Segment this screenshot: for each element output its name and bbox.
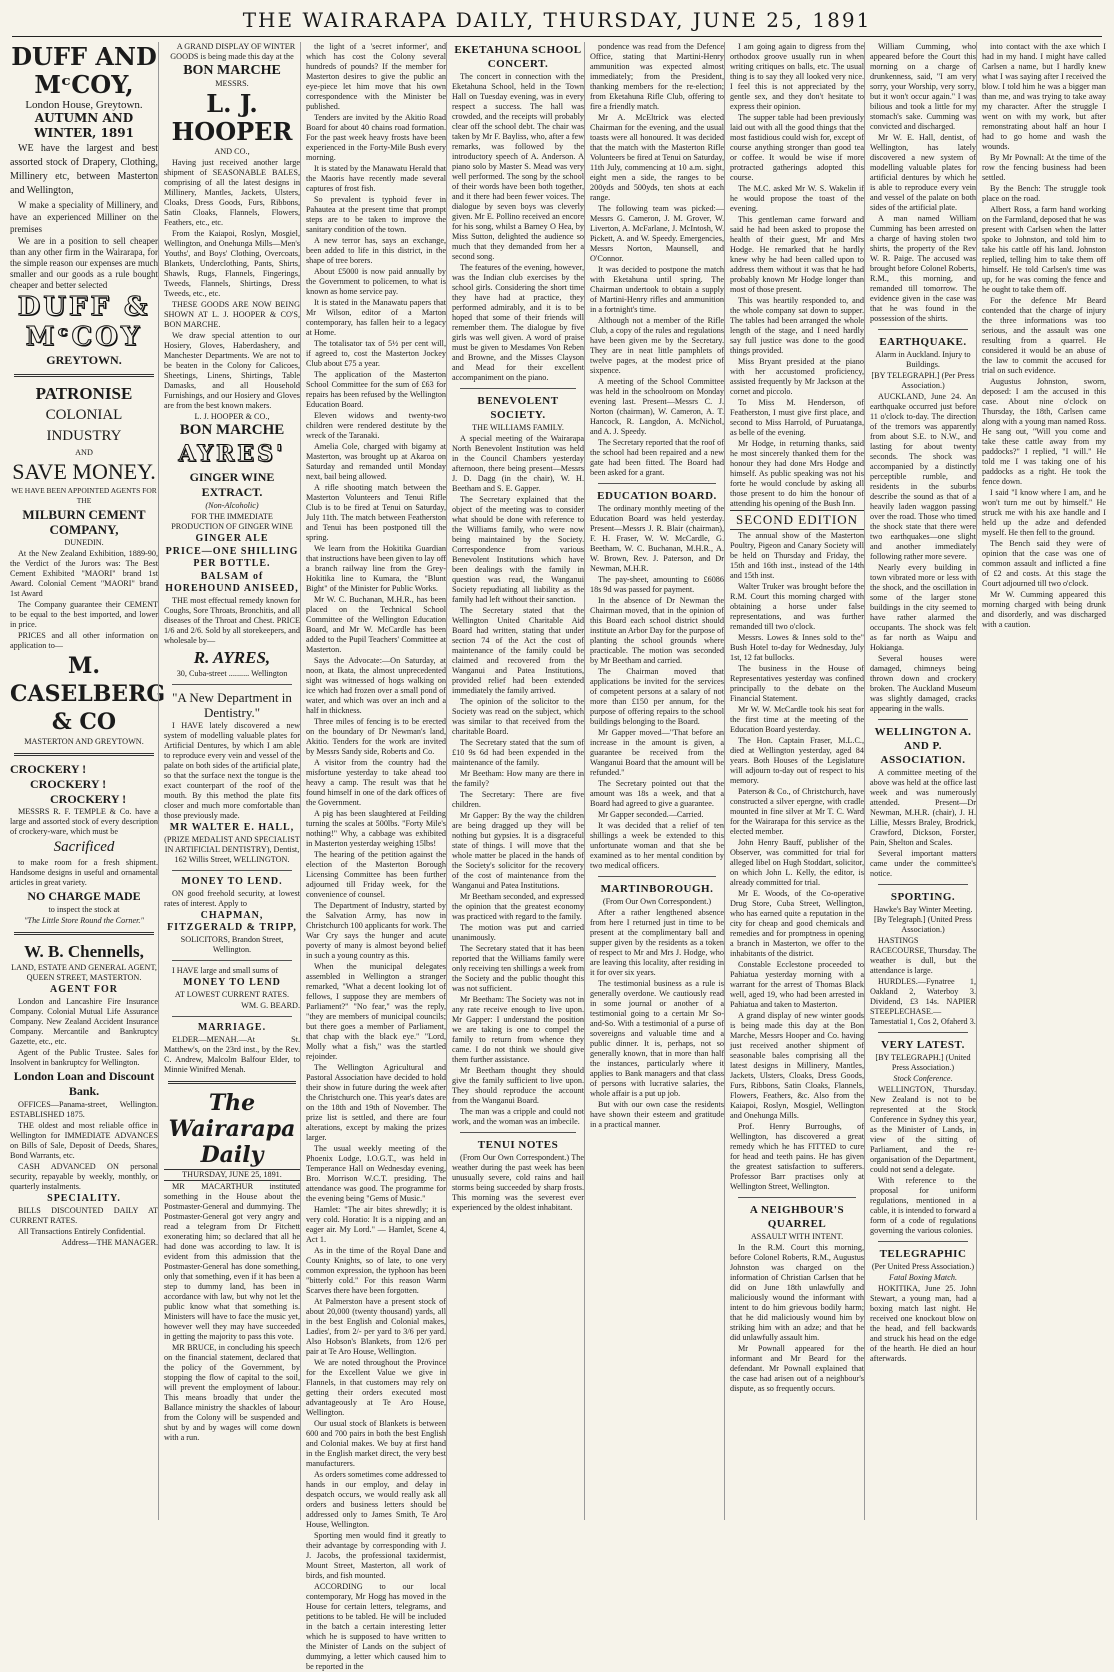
news-item: After a rather lengthened absence from here I returned just in time to be present at the complimentary ball and supper given by the residents as a token of respect to Mr and Mrs J. Hodge, who are leaving this locality, after residing in it for over six years. bbox=[590, 908, 724, 977]
agent-for: AGENT FOR bbox=[50, 984, 118, 995]
news-item: This gentleman came forward and said he had been asked to propose the health of their guest, Mr and Mrs Hodge. He remarked that he hardly knew why he had been called upon to address them without it was that he had probably known Mr Hodge longer than most of those present. bbox=[730, 215, 864, 294]
news-item: Mr Pownall appeared for the informant and Mr Beard for the defendant. Mr Pownall explained that the case had arisen out of a neighbour's dispute, as so frequently occurs. bbox=[730, 1344, 864, 1393]
paper-title: The Wairarapa Daily bbox=[168, 1090, 296, 1168]
news-item: A visitor from the country had the misfortune yesterday to take ahead too heavy a camp. The result was that he found himself in one of the dark offices of the Government. bbox=[306, 758, 446, 807]
news-item: HASTINGS RACECOURSE, Thursday. The weather is dull, but the attendance is large. bbox=[870, 936, 976, 975]
money-2-body: I HAVE large and small sums of bbox=[172, 966, 279, 975]
news-item: Mr Gapper: By the way the children are being dragged up they will be nothing but gypsies. It is a disgraceful state of things. I will move that the whole matter be placed in the hands of the Society's solicitor for the recovery of the cost of maintenance from the Wanganui and Patea Institutions. bbox=[452, 811, 584, 890]
tenui-heading: TENUI NOTES bbox=[477, 1139, 559, 1151]
r-ayres-title: R. AYRES, bbox=[193, 648, 271, 667]
news-item: It was decided that a relief of ten shillings a week be extended to this unfortunate woman and that she be examined as to her mental condition by two medical officers. bbox=[590, 821, 724, 870]
news-item: Mr Gapper seconded.—Carried. bbox=[598, 810, 704, 819]
duff-body-2: W make a speciality of Millinery, and have an experienced Milliner on the premises bbox=[10, 200, 158, 234]
news-item: The man was a cripple and could not work, and the woman was an imbecile. bbox=[452, 1107, 584, 1126]
little-store: "The Little Store Round the Corner." bbox=[24, 916, 144, 925]
news-item: Mr Beetham: How many are there in the family? bbox=[452, 769, 584, 788]
news-item: The ordinary monthly meeting of the Education Board was held yesterday. Present—Messrs J. R. Blair (chairman), F. H. Fraser, W. W. McCardle, G. Beetham, W. C. Buchanan, M.H.R., A. W. Brown, Rev. J. Paterson, and Dr Newman, M.H.R. bbox=[590, 504, 724, 573]
save-money-heading: SAVE MONEY. bbox=[12, 459, 156, 484]
news-item: Amelia Cole, charged with bigamy at Masterton, was brought up at Akaroa on Saturday and remanded until Monday next, bail being allowed. bbox=[306, 442, 446, 481]
news-item: into contact with the axe which I had in my hand. I might have called Carlsen a name, but I hardly knew what I was saying after I received the blow. I told him he was a bigger man than me, and was trying to take away my character. After the struggle I went on with my work, but after remonstrating about half an hour I had to go home and wash the wounds. bbox=[982, 42, 1106, 151]
news-item: Mr Beetham seconded, and expressed the opinion that the greatest economy was practiced with regard to the family. bbox=[452, 892, 584, 921]
patronise-heading: PATRONISE bbox=[35, 384, 133, 403]
news-item: Mr Gapper moved—"That before an increase in the amount is given, a guarantee be received from the Wanganui Board that the amount will be refunded." bbox=[590, 728, 724, 777]
news-item: The totalisator tax of 5½ per cent will, if agreed to, cost the Masterton Jockey Club about £75 a year. bbox=[306, 339, 446, 368]
hooper-body-3: THESE GOODS ARE NOW BEING SHOWN AT L. J. HOOPER & CO'S, BON MARCHE. bbox=[164, 300, 300, 329]
news-item: It is stated in the Manawatu papers that Mr Wilson, editor of a Marton contemporary, has fallen heir to a legacy at Home. bbox=[306, 298, 446, 337]
news-item: The opinion of the solicitor to the Society was read on the subject, which was similar to that received from the charitable Board. bbox=[452, 697, 584, 736]
divider bbox=[172, 870, 292, 871]
bank-body-2: THE oldest and most reliable office in Wellington for IMMEDIATE ADVANCES on Bills of Sale, Deposit of Deeds, Shares, Bond Warrants, etc. bbox=[10, 1121, 158, 1160]
milburn-location: DUNEDIN. bbox=[64, 538, 104, 547]
education-board-heading: EDUCATION BOARD. bbox=[597, 490, 717, 502]
dentistry-body: I HAVE lately discovered a new system of modelling valuable plates for Artificial Dentures, by which I am able to reproduce every vein and vessel of the palate on both sides of the artificial plate, so that the surface next the tongue is the exact counterpart of the roof of the mouth. By this method the plate fits closer and much more comfortable than those previously made. bbox=[164, 721, 300, 820]
leader-1: MR MACARTHUR instituted something in the House about the Postmaster-General and dummying. The Postmaster-General got very angry and read a telegram from Dr Fitchett exonerating him; so declared that all he had done was according to law. It is evident from this admission that the Postmaster-General has done something, only that something, even if it has been a step to dummy land, has been in accordance with law, but why not let the public know what that something is. Ministers will have to face the music yet, however well they may have succeeded in getting the majority to pass this vote. bbox=[164, 1182, 300, 1341]
news-item: A new terror has, says an exchange, been added to life in this district, in the shape of tree borers. bbox=[306, 236, 446, 265]
news-item: pondence was read from the Defence Office, stating that Martini-Henry ammunition was expected almost immediately; from the President, thanking members for the re-election; from Eketahuna Rifle Club, offering to fire a friendly match. bbox=[590, 42, 724, 111]
marriage-heading: MARRIAGE. bbox=[197, 1022, 267, 1033]
divider bbox=[168, 1081, 296, 1084]
divider bbox=[460, 1132, 576, 1133]
news-item: The Hon. Captain Fraser, M.L.C., died at Wellington yesterday, aged 84 years. Both Houses of the Legislature will adjourn to-day out of respect to his memory. bbox=[730, 736, 864, 785]
money-2-sub: AT LOWEST CURRENT RATES. bbox=[174, 990, 290, 999]
divider bbox=[878, 1241, 968, 1242]
news-item: HURDLES.—Fynatree 1, Oakland 2, Waterboy 3. Dividend, £3 14s. NAPIER STEEPLECHASE.—Tamestatial 1, Cos 2, Ofaherd 3. bbox=[870, 977, 976, 1026]
crockery-2: CROCKERY ! bbox=[30, 777, 107, 791]
ginger-title: GINGER WINE EXTRACT. bbox=[189, 470, 275, 499]
duff-season: AUTUMN AND WINTER, 1891 bbox=[34, 111, 134, 140]
news-item: It is stated by the Manawatu Herald that the Maoris have recently made several captures of frost fish. bbox=[306, 164, 446, 193]
hooper-signature: L. J. HOOPER & CO., bbox=[194, 412, 270, 421]
benevolent-subheading: THE WILLIAMS FAMILY. bbox=[472, 423, 564, 432]
news-item: We learn from the Hokitika Guardian that instructions have been given to lay off a branch railway line from the Grey-Hokitika line to Kumara, the "Blunt Bight" of the Minister for Public Works. bbox=[306, 544, 446, 593]
second-edition-heading: SECOND EDITION bbox=[730, 510, 864, 530]
stock-conference: Stock Conference. bbox=[893, 1074, 953, 1083]
column-8 bbox=[976, 42, 1106, 1520]
benevolent-heading: BENEVOLENT SOCIETY. bbox=[477, 395, 559, 421]
caselberg-title: M. CASELBERG & CO bbox=[10, 653, 166, 735]
divider bbox=[14, 753, 154, 756]
sporting-heading: SPORTING. bbox=[890, 891, 956, 903]
leader-3: the light of a 'secret informer', and which has cost the Colony several hundreds of pounds? If the member for Masterton desires to give the public an eye-piece let him move that his own correspondence with the Minister be published. bbox=[306, 42, 446, 111]
neighbours-quarrel-subheading: ASSAULT WITH INTENT. bbox=[750, 1232, 844, 1241]
news-item: We are noted throughout the Province for the Excellent Value we give in Flannels, in that customers may rely on getting their orders executed most advantageously at Te Aro House, Wellington. bbox=[306, 1358, 446, 1417]
martinborough-heading: MARTINBOROUGH. bbox=[600, 883, 714, 895]
news-item: Hamlet: "The air bites shrewdly; it is very cold. Horatio: It is a nipping and an eager air. My Lord." — Hamlet, Scene 4, Act 1. bbox=[306, 1205, 446, 1244]
news-item: By Mr Pownall: At the time of the row the fencing business had been settled. bbox=[982, 153, 1106, 182]
news-item: The Bench said they were of opinion that the case was one of common assault and inflicted a fine of £2 and costs. At this stage the Court adjourned till two o'clock. bbox=[982, 539, 1106, 588]
milburn-intro: WE HAVE BEEN APPOINTED AGENTS FOR THE bbox=[11, 486, 157, 505]
news-item: This was heartily responded to, and the whole company sat down to supper. The tables had been arranged the whole length of the stage, and I need hardly say full justice was done to the good things provided. bbox=[730, 296, 864, 355]
news-item: By the Bench: The struggle took place on the road. bbox=[982, 184, 1106, 203]
masthead-rule bbox=[12, 36, 1102, 37]
marriage-body: ELDER—MENAH.—At St. Matthew's, on the 23rd inst., by the Rev. C. Andrew, Malcolm Balfour Elder, to Minnie Winifred Menah. bbox=[164, 1035, 300, 1074]
colonial-industry-heading: COLONIAL INDUSTRY bbox=[45, 407, 123, 444]
news-item: The Secretary pointed out that the amount was 18s a week, and that a Board had agreed to give a guarantee. bbox=[590, 779, 724, 808]
news-item: A grand display of new winter goods is being made this day at the Bon Marche, Messrs Hooper and Co. having just received another shipment of seasonable bales comprising all the latest designs in Millinery, Mantles, Jackets, Ulsters, Cloaks, Dress Goods, Furs, Ribbons, Satin Cloaks, Flannels, Flowers, Feathers, &c. Also from the Kaiapoi, Roslyn, Mosgiel, Wellington and Onehunga Mills. bbox=[730, 1011, 864, 1120]
divider bbox=[14, 932, 154, 935]
news-item: HOKITIKA, June 25. John Stewart, a young man, had a boxing match last night. He received one knockout blow on the head, and fell backwards and struck his head on the edge of the hearth. He died an hour afterwards. bbox=[870, 1284, 976, 1363]
hall-sub: (PRIZE MEDALIST AND SPECIALIST IN ARTIFICIAL DENTISTRY), Dentist, 162 Willis Street, WELLINGTON. bbox=[164, 835, 300, 864]
ginger-ale: GINGER ALE bbox=[195, 533, 269, 544]
milburn-body-2: The Company guarantee their CEMENT to be equal to the best imported, and lower in price. bbox=[10, 600, 158, 629]
news-item: Mr E. Woods, of the Co-operative Drug Store, Cuba Street, Wellington, who has earned quite a reputation in the city for cheap and good chemicals and remedies and for promptness in opening a branch in Masterton, we offer to the inhabitants of the district. bbox=[730, 889, 864, 958]
newspaper-columns bbox=[10, 42, 1106, 1671]
balsam-body: THE most effectual remedy known for Coughs, Sore Throats, Bronchitis, and all diseases of the Throat and Chest. PRICE 1/6 and 2/6. Sold by all storekeepers, and wholesale by— bbox=[164, 596, 300, 645]
news-item: When the municipal delegates assembled in Wellington a stranger remarked, "What a decent looking lot of fellows, I suppose they are members of Parliament?" "No fear," was the reply, "they are members of municipal councils; but there goes a member of Parliament, that chap with the black eye." "Lord, Molly what a fish," was the startled rejoinder. bbox=[306, 962, 446, 1061]
money-title: MONEY TO LEND. bbox=[181, 876, 283, 887]
news-item: At Palmerston have a present stock of about 20,000 (twenty thousand) yards, all in the best English and Colonial makes, Ladies', from 2/- per yard to 3/6 per yard. Also Hobson's Blankets, from 12/6 per pair at Te Aro House, Wellington. bbox=[306, 1297, 446, 1356]
milburn-body-3: PRICES and all other information on application to— bbox=[10, 631, 158, 650]
news-item: About £5000 is now paid annually by the Government to policemen, to what is known as home service pay. bbox=[306, 267, 446, 296]
news-item: The Department of Industry, started by the Salvation Army, has now in Christchurch 100 applicants for work. The War Cry says the hunger and acute poverty of many is almost beyond belief in such a young country as this. bbox=[306, 901, 446, 960]
news-item: Messrs. Lowes & Innes sold to the" Bush Hotel to-day for Wednesday, July 1st, 12 fat bullocks. bbox=[730, 633, 864, 662]
column-1 bbox=[10, 42, 166, 1520]
column-7 bbox=[864, 42, 976, 1520]
money-body: ON good freehold security, at lowest rates of interest. Apply to bbox=[164, 889, 300, 908]
bank-signature: Address—THE MANAGER. bbox=[61, 1238, 158, 1247]
chennells-body: London and Lancashire Fire Insurance Company. Colonial Mutual Life Assurance Company. New Zealand Accident Insurance Company. Mercantile and Bankruptcy Gazette, etc., etc. bbox=[10, 997, 158, 1046]
news-item: A meeting of the School Committee was held in the schoolroom on Monday evening last. Present—Messrs C. J. Norton (chairman), W. Cameron, A. T. Hancock, R. Langdon, A. McNichol, and A. J. Speedy. bbox=[590, 377, 724, 436]
bank-body-5: All Transactions Entirely Confidential. bbox=[18, 1227, 146, 1236]
news-item: Albert Ross, a farm hand working on the Farmland, deposed that he was present with Carlsen when the latter spoke to Johnston, and told him to take his cattle off his land. Johnston replied, telling him to take them off himself. He told Carlsen's time was up, for he was coming the fence and he ought to take them off. bbox=[982, 205, 1106, 294]
news-item: The annual show of the Masterton Poultry, Pigeon and Canary Society will be held on Thursday and Friday, the 15th and 16th inst., instead of the 14th and 15th inst. bbox=[730, 531, 864, 580]
milburn-body: At the New Zealand Exhibition, 1889-90, the Verdict of the Jurors was: The Best Cement Exhibited "MAORI" brand 1st Award. Colonial Cement "MAORI" brand 1st Award bbox=[10, 549, 158, 598]
news-item: So prevalent is typhoid fever in Pahautea at the present time that prompt steps are to be taken to improve the sanitary condition of the town. bbox=[306, 195, 446, 234]
neighbours-quarrel-heading: A NEIGHBOUR'S QUARREL bbox=[749, 1204, 845, 1230]
hooper-body: Having just received another large shipment of SEASONABLE BALES, comprising of all the latest designs in Millinery, Mantles, Jackets, Ulsters, Cloaks, Dress Goods, Furs, Ribbons, Satin Cloaks, Flannels, Flowers, Feathers, etc., etc. bbox=[164, 158, 300, 227]
milburn-title: MILBURN CEMENT COMPANY, bbox=[22, 507, 146, 537]
news-item: Mr W. E. Hall, dentist, of Wellington, has lately discovered a new system of modelling valuable plates for artificial dentures by which he is able to reproduce every vein and vessel of the palate on both sides of the artificial plate. bbox=[870, 133, 976, 212]
london-bank-title: London Loan and Discount Bank. bbox=[13, 1069, 155, 1098]
messrs-label: MESSRS. bbox=[215, 79, 249, 88]
news-item: Several houses were damaged, chimneys being thrown down and crockery broken. The Auckland Museum was slightly damaged, cracks appearing in the walls. bbox=[870, 654, 976, 713]
hooper-co: AND CO., bbox=[214, 147, 250, 156]
earthquake-heading: EARTHQUAKE. bbox=[879, 336, 967, 348]
divider bbox=[598, 483, 716, 484]
duff-body-3: We are in a position to sell cheaper than any other firm in the Wairarapa, for the simple reason our expenses are much smaller and our goods as a rule bought cheaper and better selected bbox=[10, 236, 158, 290]
no-charge-heading: NO CHARGE MADE bbox=[27, 889, 141, 903]
news-item: A pig has been slaughtered at Feilding turning the scales at 500lbs. "Forty Mile's nothing!" Why, a cabbage was exhibited in Masterton yesterday weighing 15lbs! bbox=[306, 809, 446, 848]
bank-body: OFFICES—Panama-street, Wellington. ESTABLISHED 1875. bbox=[10, 1100, 158, 1119]
column-2 bbox=[158, 42, 300, 1520]
news-item: (From Our Own Correspondent.) The weather during the past week has been unusually severe, cold rains and hail storms being succeeded by sharp frosts. This morning was the severest ever experienced by the oldest inhabitant. bbox=[452, 1153, 584, 1212]
news-item: The usual weekly meeting of the Phoenix Lodge, I.O.G.T., was held in Temperance Hall on Wednesday evening, Bro. Morrison W.C.T. presiding. The attendance was good. The programme for the evening being "Gems of Music." bbox=[306, 1144, 446, 1203]
news-item: Sporting men would find it greatly to their advantage by corresponding with J. J. Jacobs, the professional taxidermist, Mount Street, Masterton, all work of birds, and fish mounted. bbox=[306, 1531, 446, 1580]
divider bbox=[598, 876, 716, 877]
news-item: Nearly every building in town vibrated more or less with the shock, and the oscillation in some of the larger stone buildings in the city seemed to have rather alarmed the occupants. The shock was felt as far north as Waipu and Hokianga. bbox=[870, 563, 976, 652]
column-3 bbox=[300, 42, 446, 1671]
balsam-title: BALSAM of HOREHOUND ANISEED, bbox=[165, 571, 299, 594]
chapman-sub: SOLICITORS, Brandon Street, Wellington. bbox=[180, 935, 284, 954]
news-item: The concert in connection with the Eketahuna School, held in the Town Hall on Tuesday evening, was in every respect a success. The hall was crowded, and the receipts will probably clear off the school debt. The chair was taken by Mr F. Bayliss, who, after a few remarks, was followed by the introductory speech of A. Anderson. A piano solo by Master S. Mead was very well performed. The song by the school of their words have been both together, and it there had been fewer voices. The dialogue by seven boys was cleverly given. Mr E. Pollino received an encore for his song, whilst a Barney O Hea, by Miss Sutton, delighted the audience so much that they demanded from her a second song. bbox=[452, 72, 584, 261]
money-2-title: MONEY TO LEND bbox=[183, 977, 281, 988]
grand-display: A GRAND DISPLAY OF WINTER GOODS is being made this day at the bbox=[170, 42, 296, 61]
news-item: As orders sometimes come addressed to hands in our employ, and delay in despatch occurs, we would really ask all orders and business letters should be addressed only to James Smith, Te Aro House, Wellington. bbox=[306, 1470, 446, 1529]
news-item: I am going again to digress from the orthodox groove usually run in when writing critiques on balls, etc. The usual thing is to say they all looked very nice. I feel this is not appreciated by the gentle sex, and they don't hesitate to express their opinion. bbox=[730, 42, 864, 111]
dentistry-title: "A New Department in Dentistry." bbox=[172, 690, 292, 720]
news-item: A rifle shooting match between the Masterton Volunteers and Tenui Rifle Club is to be fired at Tenui on Saturday, July 11th. The match between Featherston and Tenui has been postponed till the spring. bbox=[306, 483, 446, 542]
news-item: Mr W. W. McCardle took his seat for the first time at the meeting of the Education Board yesterday. bbox=[730, 705, 864, 734]
divider bbox=[878, 329, 968, 330]
news-item: The M.C. asked Mr W. S. Wakelin if he would propose the toast of the evening. bbox=[730, 184, 864, 213]
r-ayres-location: 30, Cuba-street .......... Wellington bbox=[176, 669, 288, 678]
news-item: Mr W. C. Buchanan, M.H.R., has been placed on the Technical School Committee of the Wellington Education Board, and Mr W. McCardle has been added to the Pupil Teachers' Committee at Masterton. bbox=[306, 595, 446, 654]
news-item: John Henry Bauff, publisher of the Observer, was committed for trial for alleged libel on Hugh Stoddart, solicitor, on which John L. Kelly, the editor, is already committed for trial. bbox=[730, 838, 864, 887]
news-item: A special meeting of the Wairarapa North Benevolent Institution was held in the Council Chambers yesterday afternoon, there being present—Messrs J. D. Dagg (in the chair), W. H. Beetham and S. E. Gapper. bbox=[452, 434, 584, 493]
telegraphic-credit: (Per United Press Association.) bbox=[871, 1262, 975, 1271]
speciality: SPECIALITY. bbox=[47, 1193, 121, 1204]
news-item: The business in the House of Representatives yesterday was confined principally to the debate on the Financial Statement. bbox=[730, 664, 864, 703]
very-latest-credit: [BY TELEGRAPH.] (United Press Association.) bbox=[875, 1053, 971, 1072]
news-item: The motion was put and carried unanimously. bbox=[452, 923, 584, 942]
news-item: I said "I know where I am, and he won't turn me out by himself." He struck me with his axe handle and I held up the adze and defended myself. He then fell to the ground. bbox=[982, 488, 1106, 537]
news-item: The Secretary: There are five children. bbox=[452, 790, 584, 809]
news-item: The supper table had been previously laid out with all the good things that the most fastidious could wish for, except of course anything stronger than good tea or coffee. It would be wise if more protracted gatherings adopted this course. bbox=[730, 113, 864, 182]
and-label: AND bbox=[75, 448, 93, 457]
divider bbox=[738, 1197, 856, 1198]
hooper-body-4: We draw special attention to our Hosiery, Gloves, Haberdashery, and Manchester Departments. We are not to be beaten in the Colony for Calicoes, Sheetings, Linens, Shirtings, Table Damasks, and all Household Furnishings, and our Hosiery and Gloves are from the best known makers. bbox=[164, 331, 300, 410]
column-4 bbox=[446, 42, 584, 1520]
telegraphic-heading: TELEGRAPHIC bbox=[879, 1248, 967, 1260]
news-item: The Secretary reported that the roof of the school had been repaired and a new gate had been fitted. The Board had been asked for a grant. bbox=[590, 438, 724, 477]
price-label: PRICE—ONE SHILLING PER BOTTLE. bbox=[165, 546, 299, 569]
news-item: Walter Truker was brought before the R.M. Court this morning charged with obtaining a horse under false representations, and was further remanded till two o'clock. bbox=[730, 582, 864, 631]
bon-marche-title: BON MARCHE bbox=[183, 63, 281, 78]
news-item: The features of the evening, however, was the Indian club exercises by the school girls. Considering the short time they have had at practice, they performed admirably, and it is to be hoped that some of their friends will remember them. The dialogue by five girls was well given. A word of praise must be given to Mesdames Von Reben and Browne, and the Misses Clayson and Mead for their excellent accompaniment on the piano. bbox=[452, 263, 584, 382]
news-item: Augustus Johnston, sworn, deposed: I am the accused in this case. About nine o'clock on Thursday, the 18th, Carlsen came along with a young man named Ross. He sang out, "Will you come and take these cattle away from my paddocks?" I replied, "I will." He told me I was taking one of his paddocks as a right. He took the fence down. bbox=[982, 377, 1106, 486]
eketahuna-heading: EKETAHUNA SCHOOL CONCERT. bbox=[454, 44, 582, 70]
leader-2: MR BRUCE, in concluding his speech on the financial statement, declared that the policy of the Government, by stopping the flow of capital to the soil, will prevent the employment of labour. This means broadly that under the Ballance ministry the shackles of labour from the Colony will be suspended and shut by and by wages will come down with a run. bbox=[164, 1343, 300, 1442]
news-item: The Chairman moved that applications be invited for the services of competent persons at a salary of not more than £150 per annum, for the purpose of offering repairs to the school buildings belonging to the Board. bbox=[590, 667, 724, 726]
sacrificed-label: Sacrificed bbox=[53, 839, 115, 855]
news-item: But with our own case the residents have shown their esteem and gratitude in a practical manner. bbox=[590, 1100, 724, 1129]
news-item: In the R.M. Court this morning, before Colonel Roberts, R.M., Augustus Johnston was charged on the information of Christian Carlsen that he did on June 18th unlawfully and maliciously wound the informant with intent to do him grievous bodily harm; that he did maliciously wound him by striking him with an adze; and that he did unlawfully assault him. bbox=[730, 1243, 864, 1342]
divider bbox=[14, 374, 154, 377]
chennells-sub: LAND, ESTATE AND GENERAL AGENT, QUEEN STREET, MASTERTON. bbox=[11, 963, 157, 982]
news-item: Paterson & Co., of Christchurch, have constructed a silver epergne, with cradle mounted in fine silver at Mr T. C. Ward for the Wairarapa for this service as the elected member. bbox=[730, 787, 864, 836]
news-item: A committee meeting of the above was held at the office last week and was numerously attended. Present—Dr Newman, M.H.R. (chair), J. H. Lillie, Messrs Braley, Brodrick, Crawford, Dickson, Forster, Pain, Shelton and Scales. bbox=[870, 768, 976, 847]
crockery-3: CROCKERY ! bbox=[50, 792, 127, 806]
hooper-title: L. J. HOOPER bbox=[171, 89, 293, 146]
bon-marche-2: BON MARCHE bbox=[179, 422, 285, 438]
news-item: Constable Ecclestone proceeded to Pahiatua yesterday morning with a warrant for the arrest of Thomas Black well, aged 19, who had been arrested in Pahiatua and taken to Masterton. bbox=[730, 960, 864, 1009]
news-item: Prof. Henry Burroughs, of Wellington, has discovered a great remedy which he has FITTED to cure for head and teeth pains. He has given the greatest satisfaction to sufferers. Professor Barr practises only at Wellington Street, Wellington. bbox=[730, 1122, 864, 1191]
divider bbox=[172, 684, 292, 685]
masthead: THE WAIRARAPA DAILY, THURSDAY, JUNE 25, 1891 bbox=[242, 8, 872, 32]
news-item: Several important matters came under the committee's notice. bbox=[870, 849, 976, 878]
news-item: Tenders are invited by the Akitio Road Board for about 40 chains road formation. For the past week heavy frosts have been experienced in the Forty-Mile Bush every morning. bbox=[306, 113, 446, 162]
news-item: The hearing of the petition against the election of the Masterton Borough Licensing Committee has been further adjourned till Friday week, for the convenience of counsel. bbox=[306, 850, 446, 899]
news-item: Miss Bryant presided at the piano with her accustomed proficiency, assisted frequently by Mr Jackson at the cornet and piccolo. bbox=[730, 357, 864, 396]
news-item: Mr Beetham: The Society was not in any rate receive enough to live upon. Mr Gapper: I understand the position we are taking is one to compel the family to return from whence they came. I do not think we should give them further assistance. bbox=[452, 995, 584, 1064]
news-item: It was decided to postpone the match with Eketahuna until spring. The Chairman undertook to obtain a supply of Martini-Henry rifles and ammunition in a fortnight's time. bbox=[590, 265, 724, 314]
ginger-body: FOR THE IMMEDIATE PRODUCTION OF GINGER WINE bbox=[171, 512, 293, 531]
news-item: The testimonial business as a rule is generally overdone. We cautiously read in some journal or another of a testimonial going to a certain Mr So-and-So. With a testimonial of a purse of sovereigns and valuable time and a public dinner. It is, perhaps, not so generally known, that in more than half the instances, particularly where it applies to Bank managers and that class of persons with lucrative salaries, the whole affair is a put up job. bbox=[590, 979, 724, 1098]
crockery-body: MESSRS R. F. TEMPLE & Co. have a large and assorted stock of every description of crockery-ware, which must be bbox=[10, 807, 158, 836]
news-item: The Secretary stated that it has been reported that the Williams family were only receiving ten shillings a week from the Society and the public thought this was not sufficient. bbox=[452, 944, 584, 993]
news-item: In the absence of Dr Newman the Chairman moved, that in the opinion of this Board each school district should institute an Arbor Day for the purpose of planting the school grounds where practicable. The motion was seconded by Mr Beetham and carried. bbox=[590, 596, 724, 665]
hall-title: MR WALTER E. HALL, bbox=[169, 822, 295, 833]
news-item: AUCKLAND, June 24. An earthquake occurred just before 11 o'clock to-day. The direction of the tremors was apparently from about S.E. to N.W., and lasting for about twenty seconds. The shock was accompanied by a distinctly perceptible rumble, and residents in the suburbs describe the sound as that of a heavily laden waggon passing over the road. Those who timed the shock state that there were two earthquakes—one slight and another immediately following rather more severe. bbox=[870, 392, 976, 561]
news-item: A man named William Cumming has been arrested on a charge of having stolen two shirts, the property of the Rev W. R. Paige. The accused was brought before Colonel Roberts, R.M., this morning, and remanded till tomorrow. The evidence given in the case was that he was found in the possession of the shirts. bbox=[870, 214, 976, 323]
news-item: The Secretary stated that the Wellington United Charitable Aid Board had written, stating that under section 74 of the Act the cost of maintenance of the family could be claimed and recovered from the Wanganui and Patea Institutions, provided relief had been extended immediately the family arrived. bbox=[452, 606, 584, 695]
divider bbox=[878, 884, 968, 885]
crockery-body-2: to make room for a fresh shipment. Handsome designs in useful and ornamental articles in great variety. bbox=[10, 858, 158, 887]
news-item: Our usual stock of Blankets is between 600 and 700 pairs in both the best English and Colonial makes. We buy at first hand in the English market direct, the very best manufacturers. bbox=[306, 1419, 446, 1468]
very-latest-heading: VERY LATEST. bbox=[881, 1039, 965, 1051]
news-item: Mr Beetham thought they should give the family sufficient to live upon. They should reproduce the account from the Wanganui Board. bbox=[452, 1066, 584, 1105]
news-item: WELLINGTON, Thursday. New Zealand is not to be represented at the Stock Conference in Sydney this year, as the Minister of Lands, in view of the sitting of Parliament, and the re-organisation of the Department, could not send a delegate. bbox=[870, 1085, 976, 1174]
news-item: The following team was picked:—Messrs G. Cameron, J. M. Grover, W. Liverton, A. McFarlane, J. McIntosh, W. Pickett, A. and W. Speedy. Emergencies, Messrs Norton, Maunsell, and O'Connor. bbox=[590, 204, 724, 263]
news-item: Mr A. McEltrick was elected Chairman for the evening, and the usual toasts were all honoured. It was decided that the match with the Masterton Rifle Volunteers be fired at Tenui on Saturday, 11th July, commencing at 10 a.m. sight, eight men a side, the ranges to be 200yds and 500yds, ten shots at each range. bbox=[590, 113, 724, 202]
duff-town: GREYTOWN. bbox=[46, 353, 122, 367]
news-item: The Secretary stated that the sum of £10 9s 6d had been expended in the maintenance of the family. bbox=[452, 738, 584, 767]
news-item: Mr Hodge, in returning thanks, said he most sincerely thanked them for the honour they had done Mrs Hodge and himself. As public speaking was not his forte he would conclude by asking all those present to do him the honour of attending his opening of the Bush Inn. bbox=[730, 439, 864, 508]
duff-signature: DUFF & MᶜCOY bbox=[17, 292, 151, 352]
martinborough-subheading: (From Our Own Correspondent.) bbox=[602, 897, 712, 906]
wellington-ap-heading: WELLINGTON A. AND P. ASSOCIATION. bbox=[874, 726, 972, 766]
crockery-1: CROCKERY ! bbox=[10, 762, 87, 776]
earthquake-credit: [BY TELEGRAPH.] (Per Press Association.) bbox=[871, 371, 975, 390]
divider bbox=[460, 388, 576, 389]
chapman-title: CHAPMAN, FITZGERALD & TRIPP, bbox=[167, 910, 297, 933]
ayres-title: AYRES' bbox=[178, 441, 286, 467]
news-item: Says the Advocate:—On Saturday, at noon, at Ikata, the almost unprecedented sight was witnessed of hogs walking on ice which had frozen over a small pond of water, and which was over an inch and a half in thickness. bbox=[306, 656, 446, 715]
chennells-title: W. B. Chennells, bbox=[24, 942, 144, 961]
duff-title: DUFF AND MᶜCOY, bbox=[11, 42, 157, 99]
earthquake-subheading: Alarm in Auckland. Injury to Buildings. bbox=[875, 350, 971, 369]
news-item: ACCORDING to our local contemporary, Mr Hogg has moved in the House for certain letters, telegrams, and petitions to be tabled. He will be included in the batch a certain interesting letter which he is supposed to have written to the Minister of Lands on the subject of dummying, a letter which caused him to be reported in the bbox=[306, 1582, 446, 1671]
column-6 bbox=[724, 42, 864, 1520]
news-item: Three miles of fencing is to be erected on the boundary of Dr Newman's land, Akitio. Tenders for the work are invited by Messrs Sandy side, Roberts and Co. bbox=[306, 717, 446, 756]
news-item: With reference to the proposal for uniform regulations, mentioned in a cable, it is intended to forward a form of a code of regulations governing the various colonies. bbox=[870, 1176, 976, 1235]
no-charge-body: to inspect the stock at bbox=[48, 905, 120, 914]
news-item: The application of the Masterton School Committee for the sum of £63 for repairs has been refused by the Wellington Education Board. bbox=[306, 370, 446, 409]
news-item: For the defence Mr Beard contended that the charge of injury the three informations was too serious, and the assault was one resulting from a quarrel. He considered it would be an abuse of the law to commit the accused for trial on such evidence. bbox=[982, 296, 1106, 375]
non-alcoholic: (Non-Alcoholic) bbox=[205, 501, 259, 510]
chennells-body-2: Agent of the Public Trustee. Sales for Insolvent in bankruptcy for Wellington. bbox=[10, 1048, 158, 1067]
caselberg-location: MASTERTON AND GREYTOWN. bbox=[24, 737, 144, 746]
divider bbox=[172, 1016, 292, 1017]
news-item: As in the time of the Royal Dane and County Knights, so of late, to one very common expression, the typhoon has been "bitterly cold." For this reason Warm Scarves there have been forgotten. bbox=[306, 1246, 446, 1295]
news-item: William Cumming, who appeared before the Court this morning on a charge of drunkenness, said, "I am very sorry, your Worship, very sorry, but it won't occur again." I was bilious and took a little for my stomach's sake. Cumming was convicted and discharged. bbox=[870, 42, 976, 131]
duff-body-1: WE have the largest and best assorted stock of Drapery, Clothing, Millinery etc, between Masterton and Wellington, bbox=[10, 143, 158, 196]
news-item: Eleven widows and twenty-two children were rendered destitute by the wreck of the Taranaki. bbox=[306, 411, 446, 440]
fatal-boxing: Fatal Boxing Match. bbox=[889, 1273, 957, 1282]
news-item: The pay-sheet, amounting to £6086 18s 9d was passed for payment. bbox=[590, 575, 724, 594]
sporting-subheading: Hawke's Bay Winter Meeting. [By Telegraph.] (United Press Association.) bbox=[873, 905, 973, 934]
bank-body-4: BILLS DISCOUNTED DAILY AT CURRENT RATES. bbox=[10, 1206, 158, 1225]
hooper-body-2: From the Kaiapoi, Roslyn, Mosgiel, Wellington, and Onehunga Mills—Men's Youths', and Boys' Clothing, Overcoats, Blankets, Underclothing, Pants, Shirts, Shawls, Rugs, Flannels, Fingerings, Tweeds, Flannels, Shirtings, Dress Tweeds, etc., etc. bbox=[164, 229, 300, 298]
bank-body-3: CASH ADVANCED ON personal security, repayable by weekly, monthly, or quarterly instalments. bbox=[10, 1162, 158, 1191]
news-item: Mr W. Cumming appeared this morning charged with being drunk and disorderly, and was discharged with a caution. bbox=[982, 590, 1106, 629]
divider bbox=[878, 719, 968, 720]
news-item: Although not a member of the Rifle Club, a copy of the rules and regulations have been given me by the Secretary. They are in neat little pamphlets of twelve pages, at the modest price of sixpence. bbox=[590, 316, 724, 375]
news-item: The Secretary explained that the object of the meeting was to consider what should be done with reference to the Williams family, who were now being maintained by the Society. Correspondence from various Benevolent Institutions which have been dealings with the family in question was read, the Wanganui Society repudiating all liability as the family had left without their sanction. bbox=[452, 495, 584, 604]
paper-date: THURSDAY, JUNE 25, 1891. bbox=[164, 1169, 300, 1181]
column-5 bbox=[584, 42, 724, 1520]
divider bbox=[172, 960, 292, 961]
duff-location: London House, Greytown. bbox=[25, 99, 143, 111]
news-item: The Wellington Agricultural and Pastoral Association have decided to hold their show in future during the week after the Christchurch one. This year's dates are on the 18th and 19th of November. The prize list is settled, and there are four alterations, except by making the prizes larger. bbox=[306, 1063, 446, 1142]
beard-signature: WM. G. BEARD. bbox=[241, 1001, 300, 1010]
divider bbox=[878, 1032, 968, 1033]
news-item: To Miss M. Henderson, of Featherston, I must give first place, and second to Miss Harrold, of Puruatanga, as belle of the evening. bbox=[730, 398, 864, 437]
